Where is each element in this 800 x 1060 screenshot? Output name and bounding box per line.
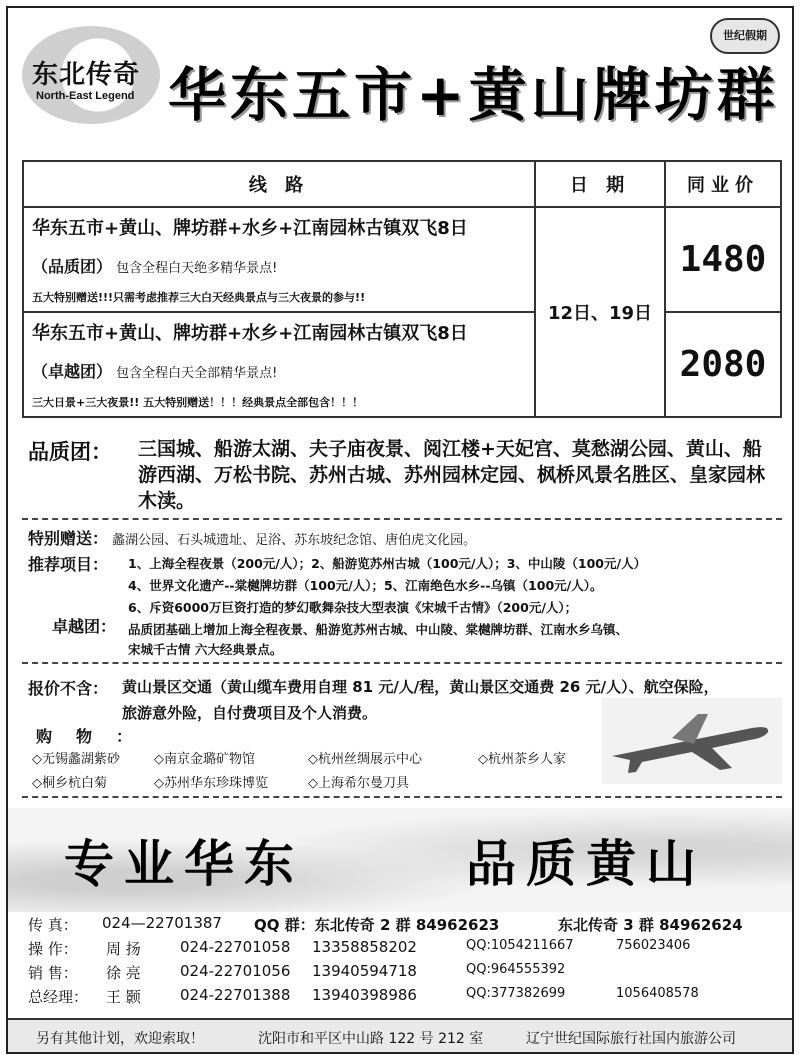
- sales-phone: 024-22701056: [180, 962, 291, 980]
- date-cell: 12日、19日: [535, 207, 665, 417]
- table-row: [23, 312, 781, 417]
- ops-qq: QQ:1054211667: [466, 938, 574, 953]
- header-price: 同业价: [665, 161, 781, 207]
- rec-label: 推荐项目：: [28, 555, 109, 574]
- footer-note: 另有其他计划，欢迎索取！: [36, 1031, 204, 1047]
- list-item: ◇杭州丝绸展示中心: [308, 752, 422, 767]
- zy-line: 宋城千古情 六大经典景点。: [128, 642, 283, 657]
- gift-text: 蠡湖公园、石头城遗址、足浴、苏东坡纪念馆、唐伯虎文化园。: [112, 533, 477, 548]
- table-header-row: [23, 161, 781, 207]
- list-item: ◇桐乡杭白菊: [32, 776, 107, 791]
- ops-mobile: 13358858202: [312, 938, 417, 956]
- footer-company: 辽宁世纪国际旅行社国内旅游公司: [526, 1031, 736, 1047]
- rec-line: 4、世界文化遗产--棠樾牌坊群（100元/人）；5、江南绝色水乡--乌镇（100元/人）。: [128, 578, 603, 593]
- ops-label: 操 作：: [28, 940, 78, 958]
- zy-row: [52, 614, 116, 637]
- gift-label: 特别赠送：: [28, 529, 109, 548]
- quality-label: 品质团：: [28, 440, 112, 464]
- route-cell: [23, 207, 535, 312]
- price-table: [22, 160, 782, 418]
- exclusions-line: 黄山景区交通（黄山缆车费用自理 81 元/人/程，黄山景区交通费 26 元/人）、航空保险，: [122, 678, 719, 696]
- ops-phone: 024-22701058: [180, 938, 291, 956]
- company-logo: [22, 26, 160, 124]
- gift-row: [28, 526, 476, 549]
- slogan-right: 品质黄山: [466, 835, 706, 893]
- header-route: 线 路: [23, 161, 535, 207]
- list-item: ◇苏州华东珍珠博览: [154, 776, 268, 791]
- qq-group-2: QQ 群：东北传奇 2 群 84962623: [254, 916, 500, 934]
- route-group: （品质团）: [32, 257, 113, 276]
- divider: [22, 796, 782, 798]
- list-item: ◇南京金璐矿物馆: [154, 752, 255, 767]
- header-date: 日 期: [535, 161, 665, 207]
- footer: [8, 1018, 792, 1052]
- qq-group-3: 东北传奇 3 群 84962624: [558, 916, 743, 934]
- gm-mobile: 13940398986: [312, 986, 417, 1004]
- list-item: ◇无锡蠡湖紫砂: [32, 752, 120, 767]
- zy-label: 卓越团：: [52, 617, 117, 636]
- price-cell: 1480: [665, 207, 781, 312]
- quality-text: 三国城、船游太湖、夫子庙夜景、阅江楼+天妃宫、莫愁湖公园、黄山、船游西湖、万松书院、苏州古城、苏州园林定园、枫桥风景名胜区、皇家园林木渎。: [138, 438, 766, 512]
- logo-cn-text: 东北传奇: [32, 60, 141, 90]
- rec-row: [28, 552, 108, 575]
- flyer-page: [6, 6, 794, 1054]
- route-note: 三大日景+三大夜景!! 五大特别赠送！！！经典景点全部包含！！！: [32, 396, 364, 409]
- brand-badge: 世纪假期: [710, 18, 780, 54]
- list-item: ◇杭州茶乡人家: [478, 752, 566, 767]
- list-item: ◇上海希尔曼刀具: [308, 776, 409, 791]
- route-note: 五大特别赠送!!!只需考虑推荐三大白天经典景点与三大夜景的参与!!: [32, 291, 366, 304]
- sales-name: 徐 亮: [106, 964, 141, 982]
- route-sub: [32, 254, 526, 277]
- route-title: 华东五市+黄山、牌坊群+水乡+江南园林古镇双飞8日: [32, 323, 468, 344]
- fax-label: 传 真：: [28, 916, 78, 934]
- ops-name: 周 扬: [106, 940, 141, 958]
- gm-phone: 024-22701388: [180, 986, 291, 1004]
- route-group: （卓越团）: [32, 362, 113, 381]
- gm-label: 总经理：: [28, 988, 89, 1006]
- slogan-left: 专业华东: [64, 835, 304, 893]
- gm-qq2: 1056408578: [616, 986, 699, 1001]
- footer-address: 沈阳市和平区中山路 122 号 212 室: [258, 1031, 484, 1047]
- gm-qq: QQ:377382699: [466, 986, 566, 1001]
- divider: [22, 662, 782, 664]
- sales-qq: QQ:964555392: [466, 962, 566, 977]
- route-title: 华东五市+黄山、牌坊群+水乡+江南园林古镇双飞8日: [32, 218, 468, 239]
- exclusions-label: 报价不含：: [28, 679, 109, 698]
- rec-line: 1、上海全程夜景（200元/人）；2、船游览苏州古城（100元/人）；3、中山陵（100元/人）: [128, 556, 647, 571]
- exclusions-line: 旅游意外险，自付费项目及个人消费。: [122, 704, 378, 722]
- rec-line: 6、斥资6000万巨资打造的梦幻歌舞杂技大型表演《宋城千古情》（200元/人）；: [128, 600, 578, 615]
- page-title: 华东五市+黄山牌坊群: [168, 61, 779, 129]
- gm-name: 王 颢: [106, 988, 141, 1006]
- zy-line: 品质团基础上增加上海全程夜景、船游览苏州古城、中山陵、棠樾牌坊群、江南水乡乌镇、: [128, 622, 629, 637]
- sales-label: 销 售：: [28, 964, 78, 982]
- route-desc: 包含全程白天全部精华景点!: [116, 366, 278, 381]
- route-desc: 包含全程白天绝多精华景点!: [116, 261, 278, 276]
- route-sub: [32, 359, 526, 382]
- logo-en-text: North-East Legend: [36, 90, 135, 102]
- route-cell: [23, 312, 535, 417]
- sales-mobile: 13940594718: [312, 962, 417, 980]
- price-cell: 2080: [665, 312, 781, 417]
- header: [8, 8, 792, 158]
- shopping-title: 购物：: [36, 727, 157, 746]
- ops-qq2: 756023406: [616, 938, 691, 953]
- airplane-icon: [602, 698, 782, 784]
- fax-number: 024—22701387: [102, 914, 222, 932]
- divider: [22, 518, 782, 520]
- table-row: [23, 207, 781, 312]
